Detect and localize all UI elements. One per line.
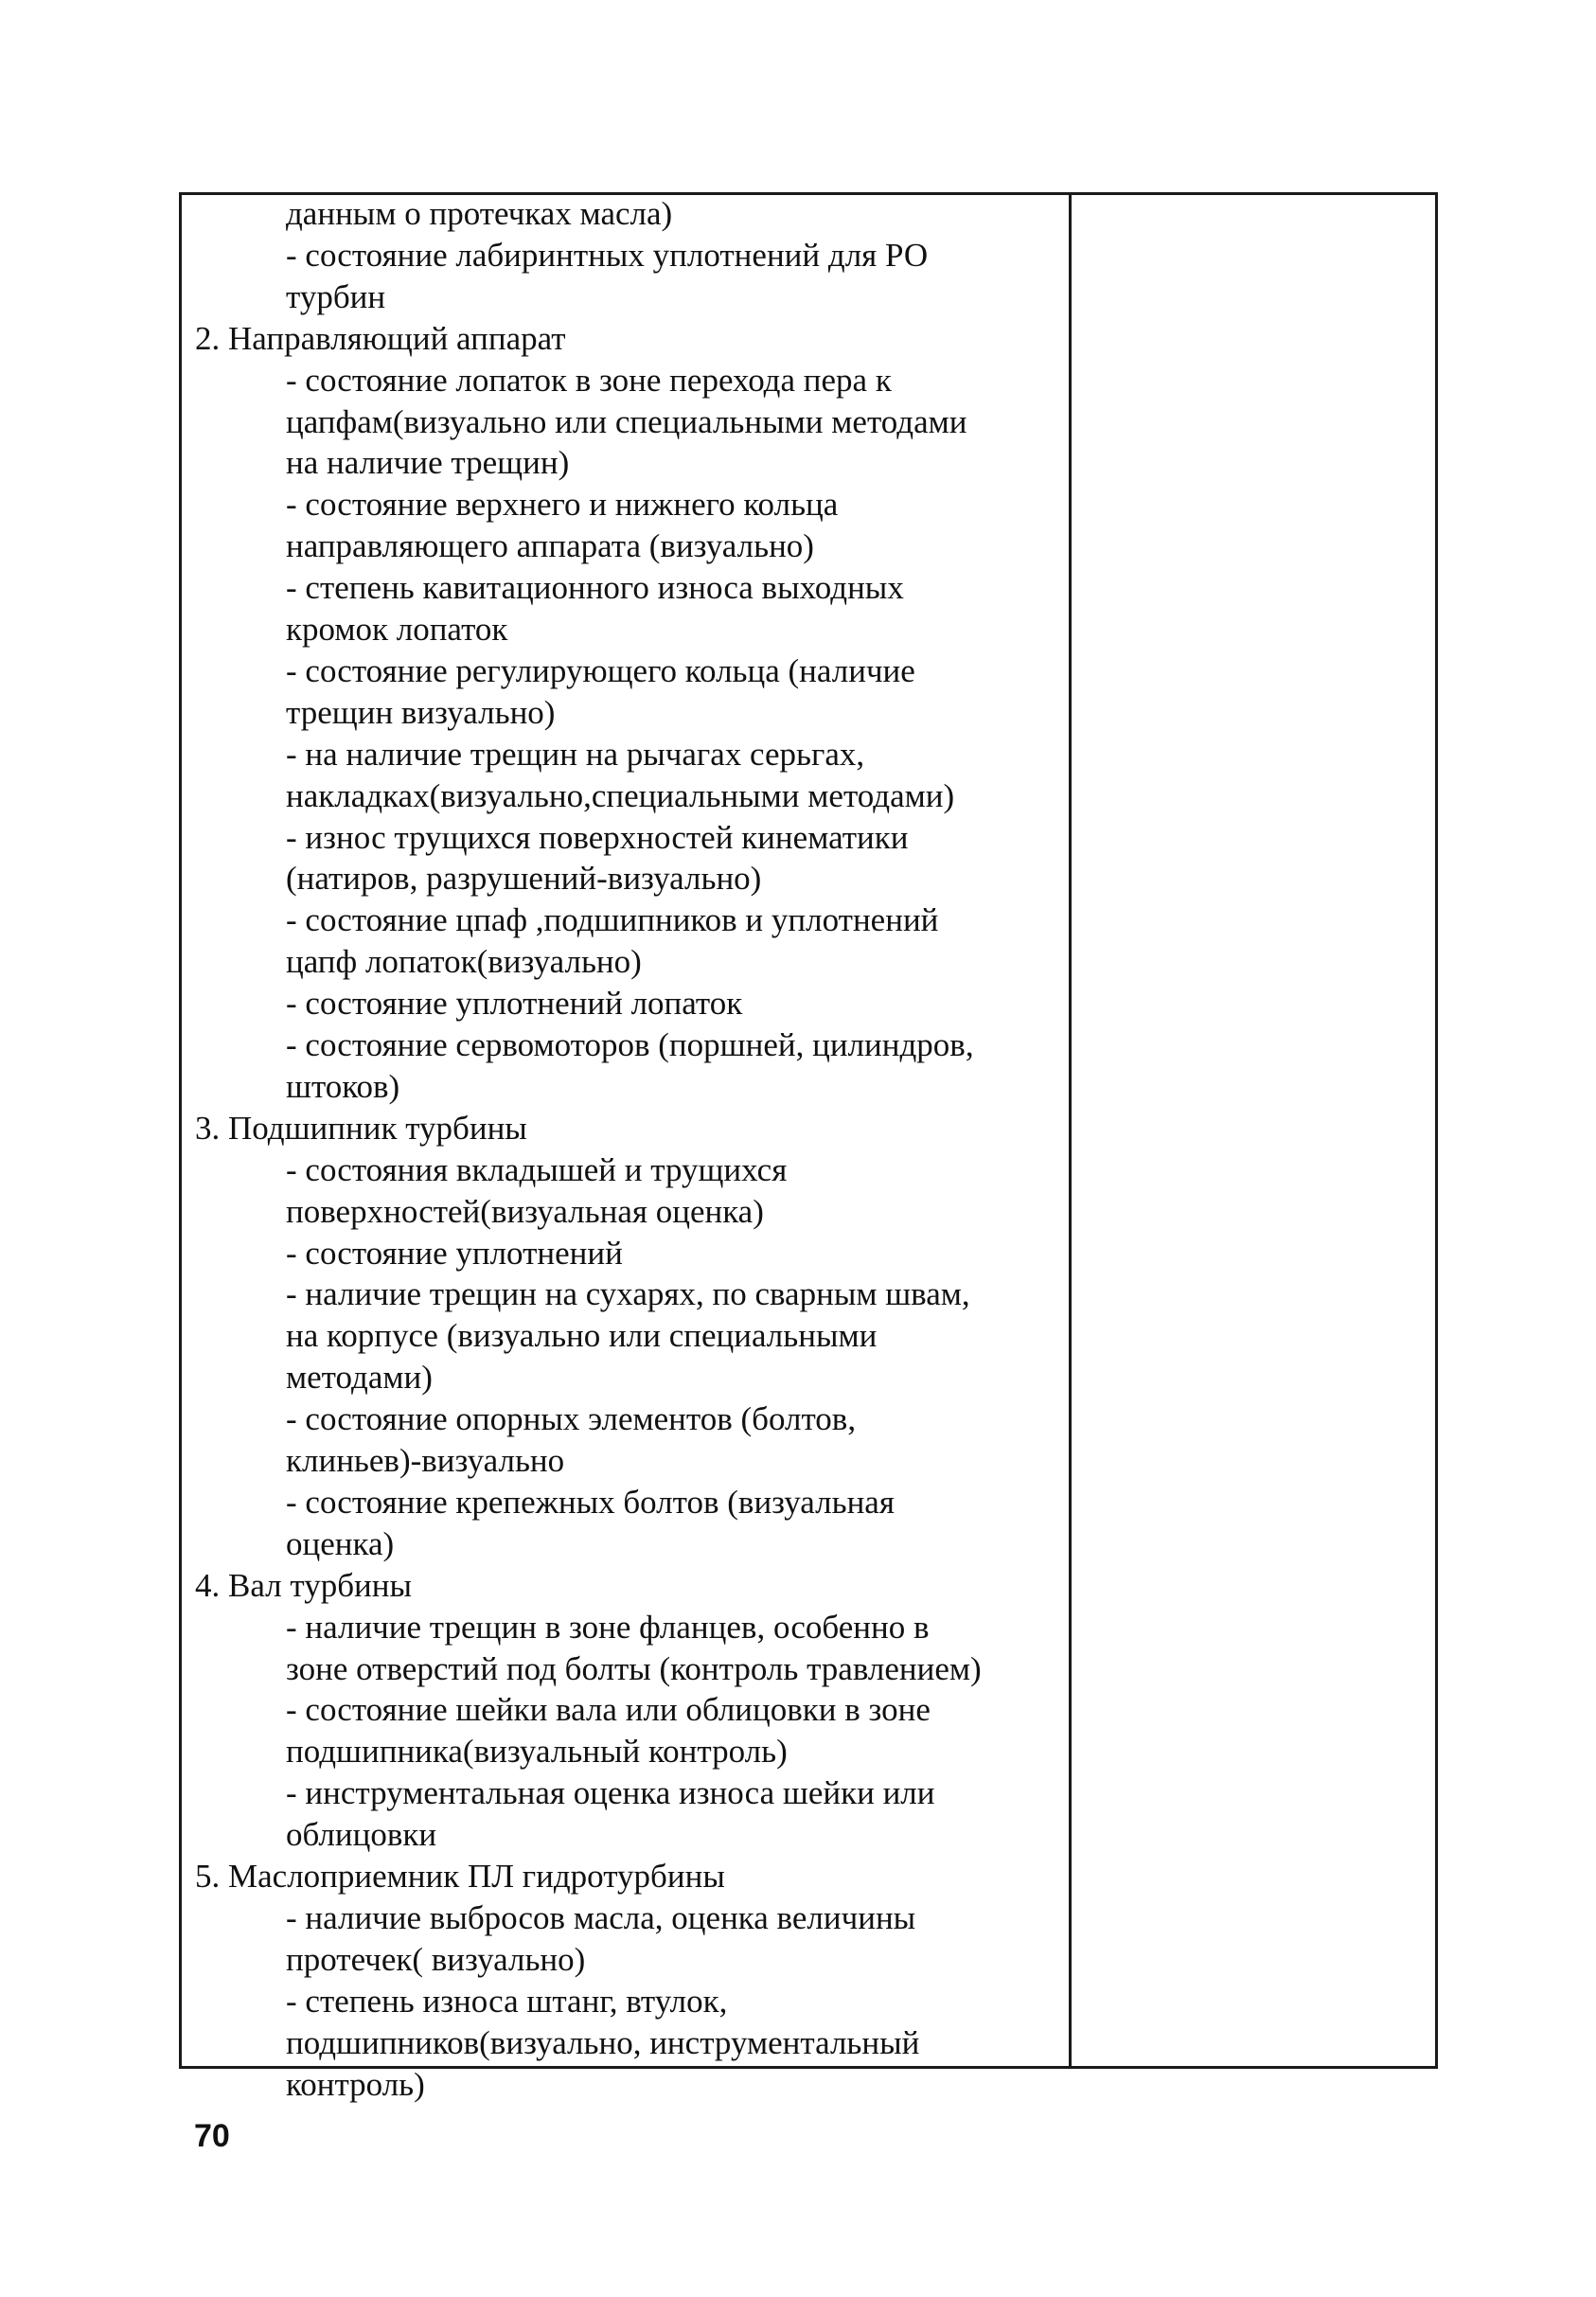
list-item: цапфам(визуально или специальными методами (286, 402, 967, 440)
list-item: - состояние регулирующего кольца (наличие (286, 651, 915, 689)
list-item: - состояние шейки вала или облицовки в зоне (286, 1691, 931, 1729)
page-number: 70 (194, 2118, 230, 2154)
list-item: клиньев)-визуально (286, 1442, 565, 1479)
list-item: турбин (286, 277, 386, 315)
list-item: (натиров, разрушений-визуально) (286, 860, 762, 898)
list-item: - состояние уплотнений (286, 1234, 623, 1272)
list-item: - состояние опорных элементов (болтов, (286, 1400, 857, 1438)
list-item: - состояние лопаток в зоне перехода пера к (286, 361, 892, 399)
list-item: подшипника(визуальный контроль) (286, 1733, 788, 1771)
list-item: - состояние цпаф ,подшипников и уплотнений (286, 901, 939, 939)
list-item: - состояние крепежных болтов (визуальная (286, 1483, 895, 1521)
list-item: - степень кавитационного износа выходных (286, 569, 904, 607)
list-item: протечек( визуально) (286, 1940, 586, 1978)
list-item: - износ трущихся поверхностей кинематики (286, 818, 909, 856)
list-item: штоков) (286, 1067, 400, 1105)
list-item: - на наличие трещин на рычагах серьгах, (286, 735, 865, 773)
section-heading: 3. Подшипник турбины (195, 1109, 527, 1147)
list-item: данным о протечках масла) (286, 195, 673, 232)
section-heading: 5. Маслоприемник ПЛ гидротурбины (195, 1858, 725, 1895)
list-item: - наличие трещин в зоне фланцев, особенно в (286, 1608, 930, 1646)
section-heading: 2. Направляющий аппарат (195, 319, 566, 357)
list-item: - состояние верхнего и нижнего кольца (286, 486, 839, 524)
document-table (179, 192, 1438, 2103)
list-item: контроль) (286, 2065, 425, 2103)
list-item: подшипников(визуально, инструментальный (286, 2023, 920, 2061)
list-item: - состояние уплотнений лопаток (286, 985, 743, 1023)
list-item: - состояния вкладышей и трущихся (286, 1150, 788, 1188)
list-item: - наличие выбросов масла, оценка величины (286, 1898, 916, 1936)
list-item: - наличие трещин на сухарях, по сварным швам, (286, 1275, 970, 1313)
list-item: поверхностей(визуальная оценка) (286, 1192, 764, 1230)
list-item: кромок лопаток (286, 611, 508, 648)
list-item: облицовки (286, 1816, 437, 1854)
column-divider (1069, 195, 1072, 2066)
list-item: зоне отверстий под болты (контроль травлением) (286, 1649, 982, 1687)
list-item: цапф лопаток(визуально) (286, 943, 642, 981)
list-item: методами) (286, 1359, 433, 1397)
list-item: на корпусе (визуально или специальными (286, 1317, 878, 1355)
list-item: направляющего аппарата (визуально) (286, 527, 814, 565)
list-item: на наличие трещин) (286, 444, 570, 482)
section-heading: 4. Вал турбины (195, 1566, 413, 1604)
list-item: оценка) (286, 1524, 395, 1562)
list-item: - инструментальная оценка износа шейки или (286, 1774, 935, 1812)
list-item: трещин визуально) (286, 693, 556, 731)
list-item: - степень износа штанг, втулок, (286, 1982, 728, 2020)
list-item: - состояние лабиринтных уплотнений для РО (286, 236, 929, 274)
list-item: накладках(визуально,специальными методами) (286, 776, 955, 814)
list-item: - состояние сервомоторов (поршней, цилиндров, (286, 1026, 974, 1063)
